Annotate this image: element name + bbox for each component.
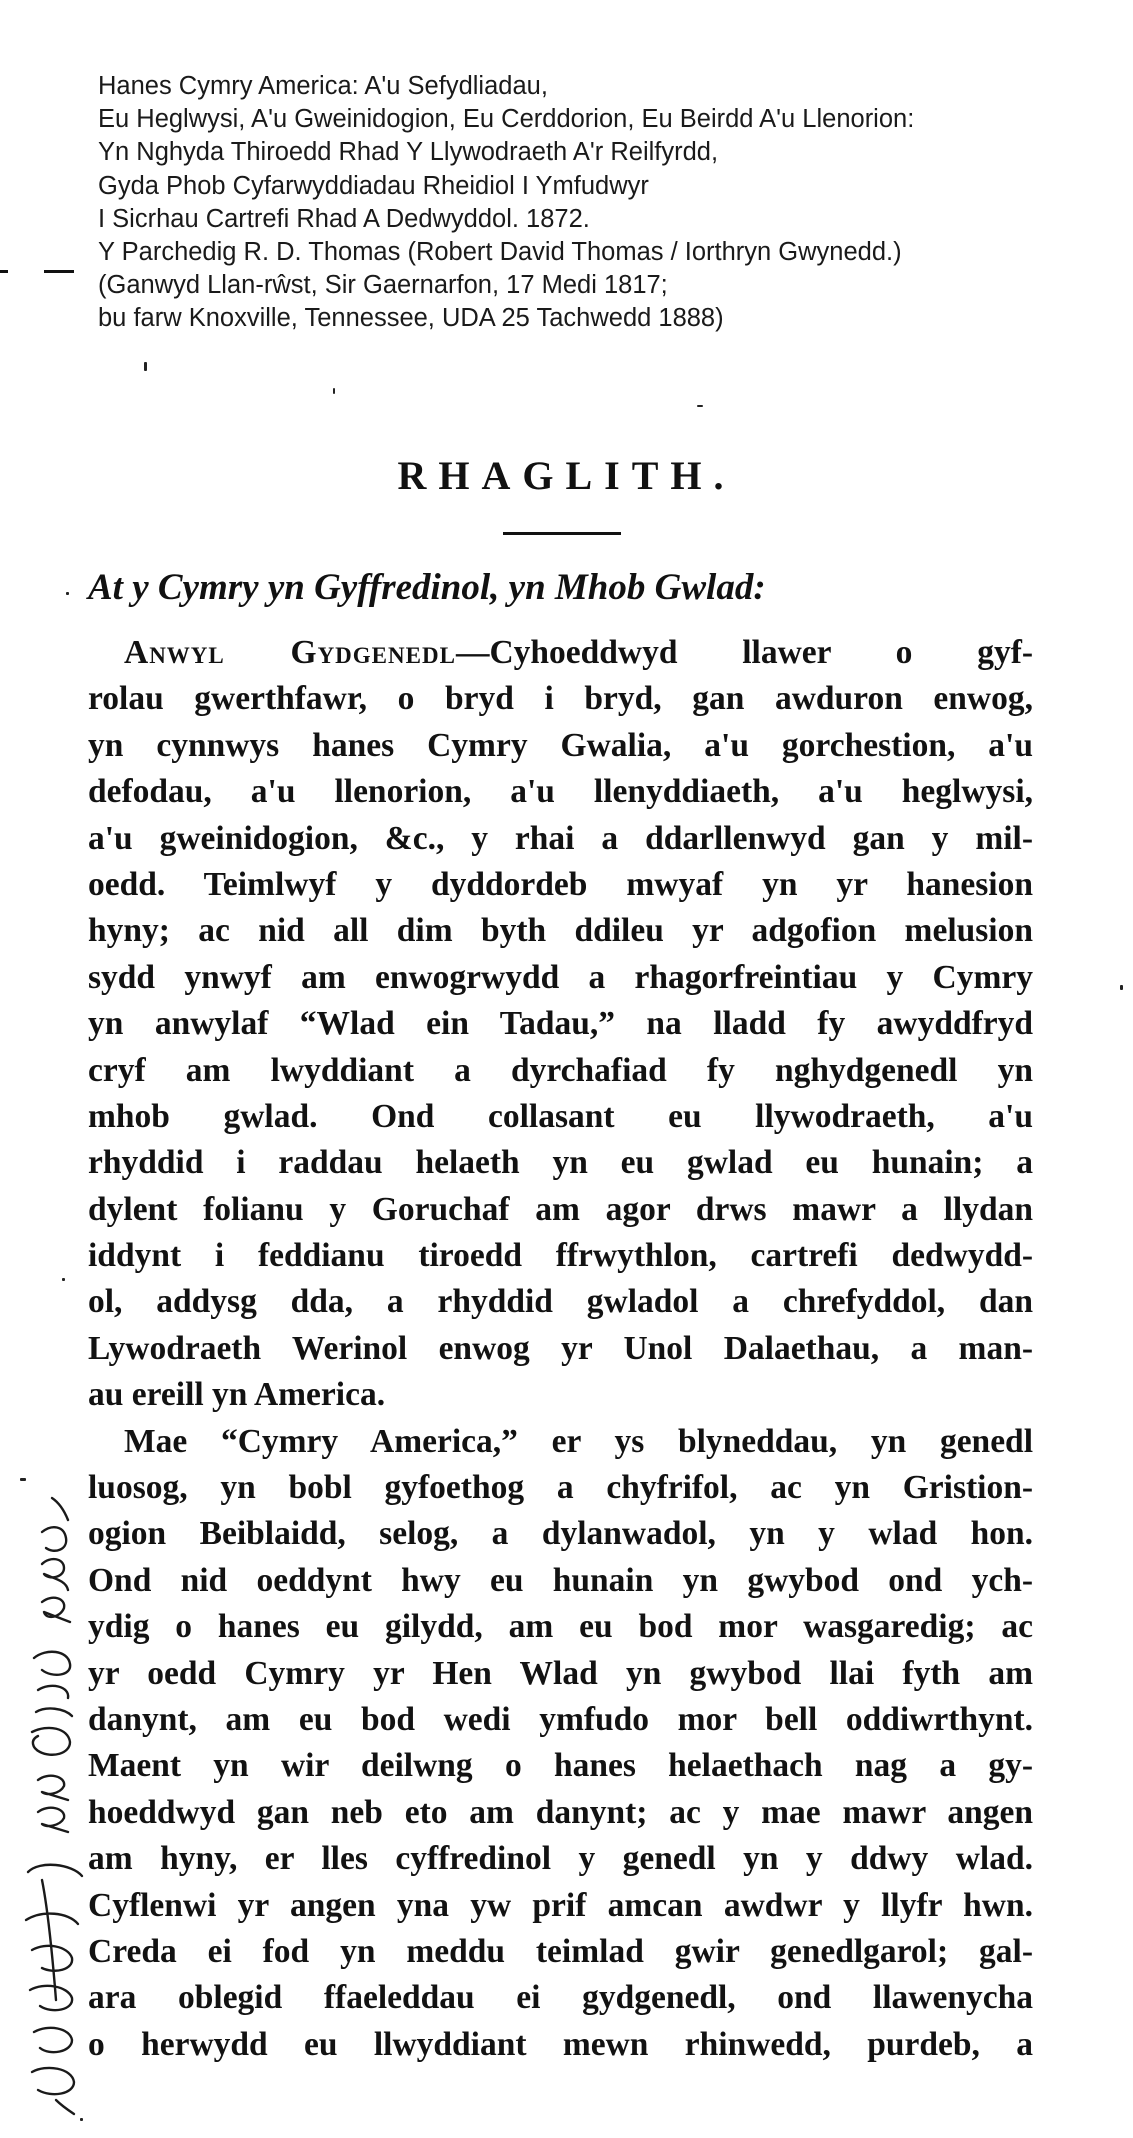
scan-speck bbox=[62, 1278, 65, 1281]
text-line: Cyflenwi yr angen yna yw prif amcan awdwr y llyfr hwn. bbox=[88, 1886, 1033, 1924]
scan-speck bbox=[1120, 985, 1123, 990]
margin-dash-mark bbox=[44, 270, 74, 273]
scan-speck bbox=[66, 592, 69, 595]
header-line: (Ganwyd Llan-rŵst, Sir Gaernarfon, 17 Medi 1817; bbox=[98, 271, 668, 300]
margin-dash-mark bbox=[0, 270, 8, 273]
header-line: Hanes Cymry America: A'u Sefydliadau, bbox=[98, 72, 548, 100]
text-line: ogion Beiblaidd, selog, a dylanwadol, yn y wlad hon. bbox=[88, 1515, 1033, 1553]
text-line: danynt, am eu bod wedi ymfudo mor bell oddiwrthynt. bbox=[88, 1700, 1033, 1738]
header-line: Eu Heglwysi, A'u Gweinidogion, Eu Cerddorion, Eu Beirdd A'u Llenorion: bbox=[98, 105, 915, 134]
text-line: Lywodraeth Werinol enwog yr Unol Dalaethau, a man- bbox=[88, 1329, 1033, 1367]
catalog-header bbox=[98, 70, 1118, 336]
salutation: At y Cymry yn Gyffredinol, yn Mhob Gwlad: bbox=[88, 567, 766, 608]
text-line: cryf am lwyddiant a dyrchafiad fy nghydgenedl yn bbox=[88, 1051, 1033, 1089]
text-line: hyny; ac nid all dim byth ddileu yr adgofion melusion bbox=[88, 912, 1033, 950]
text-line: Maent yn wir deilwng o hanes helaethach nag a gy- bbox=[88, 1747, 1033, 1785]
scan-speck bbox=[20, 1478, 26, 1481]
header-line: I Sicrhau Cartrefi Rhad A Dedwyddol. 1872. bbox=[98, 204, 590, 233]
text-line: a'u gweinidogion, &c., y rhai a ddarllenwyd gan y mil- bbox=[88, 819, 1033, 857]
title-rule bbox=[503, 532, 621, 535]
scan-speck bbox=[80, 2118, 83, 2121]
text-line: rhyddid i raddau helaeth yn eu gwlad eu hunain; a bbox=[88, 1144, 1033, 1182]
text-line: defodau, a'u llenorion, a'u llenyddiaeth, a'u heglwysi, bbox=[88, 773, 1033, 811]
text-line bbox=[88, 630, 1033, 676]
text-line-rest: —Cyhoeddwyd llawer o gyf- bbox=[455, 634, 1034, 671]
text-line: sydd ynwyf am enwogrwydd a rhagorfreintiau y Cymry bbox=[88, 958, 1033, 996]
text-line: ydig o hanes eu gilydd, am eu bod mor wasgaredig; ac bbox=[88, 1608, 1033, 1646]
scan-speck bbox=[333, 388, 335, 394]
text-line: Ond nid oeddynt hwy eu hunain yn gwybod ond ych- bbox=[88, 1561, 1033, 1599]
header-line: Yn Nghyda Thiroedd Rhad Y Llywodraeth A'r Reilfyrdd, bbox=[98, 138, 719, 167]
text-line: yn anwylaf “Wlad ein Tadau,” na lladd fy awyddfryd bbox=[88, 1005, 1033, 1043]
lead-small-caps: Anwyl Gydgenedl bbox=[124, 634, 456, 671]
text-line: au ereill yn America. bbox=[88, 1376, 386, 1414]
scan-speck bbox=[144, 362, 147, 371]
text-line: oedd. Teimlwyf y dyddordeb mwyaf yn yr hanesion bbox=[88, 865, 1033, 903]
scan-speck bbox=[697, 405, 703, 407]
text-line: iddynt i feddianu tiroedd ffrwythlon, cartrefi dedwydd- bbox=[88, 1237, 1033, 1275]
text-line: Mae “Cymry America,” er ys blyneddau, yn genedl bbox=[124, 1422, 1033, 1460]
text-line: ol, addysg dda, a rhyddid gwladol a chrefyddol, dan bbox=[88, 1283, 1033, 1321]
body-text bbox=[88, 630, 1033, 2068]
header-line: Gyda Phob Cyfarwyddiadau Rheidiol I Ymfudwyr bbox=[98, 171, 649, 200]
text-line: am hyny, er lles cyffredinol y genedl yn y ddwy wlad. bbox=[88, 1840, 1033, 1878]
page-title: RHAGLITH. bbox=[397, 453, 736, 498]
text-line: yn cynnwys hanes Cymry Gwalia, a'u gorchestion, a'u bbox=[88, 726, 1033, 764]
text-line: mhob gwlad. Ond collasant eu llywodraeth, a'u bbox=[88, 1097, 1033, 1135]
text-line: luosog, yn bobl gyfoethog a chyfrifol, ac yn Gristion- bbox=[88, 1469, 1033, 1507]
text-line: hoeddwyd gan neb eto am danynt; ac y mae mawr angen bbox=[88, 1793, 1033, 1831]
header-line: Y Parchedig R. D. Thomas (Robert David Thomas / Iorthryn Gwynedd.) bbox=[98, 238, 902, 267]
text-line: yr oedd Cymry yr Hen Wlad yn gwybod llai fyth am bbox=[88, 1654, 1033, 1692]
text-line: Creda ei fod yn meddu teimlad gwir genedlgarol; gal- bbox=[88, 1932, 1033, 1970]
handwritten-margin-annotation bbox=[12, 1480, 98, 2120]
text-line: rolau gwerthfawr, o bryd i bryd, gan awduron enwog, bbox=[88, 680, 1033, 718]
text-line: dylent folianu y Goruchaf am agor drws mawr a llydan bbox=[88, 1190, 1033, 1228]
header-line: bu farw Knoxville, Tennessee, UDA 25 Tachwedd 1888) bbox=[98, 304, 724, 333]
text-line: ara oblegid ffaeleddau ei gydgenedl, ond llawenycha bbox=[88, 1979, 1033, 2017]
text-line: o herwydd eu llwyddiant mewn rhinwedd, purdeb, a bbox=[88, 2025, 1033, 2063]
